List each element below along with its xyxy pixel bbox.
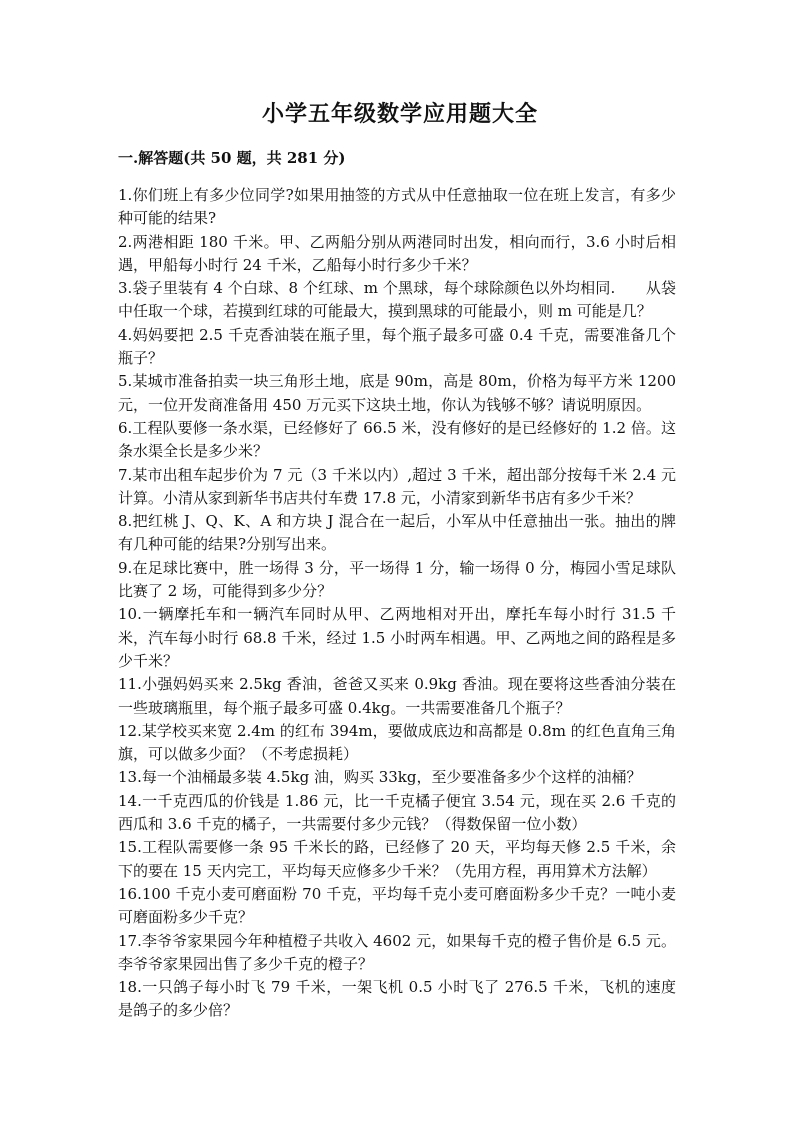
question-item: 10.一辆摩托车和一辆汽车同时从甲、乙两地相对开出，摩托车每小时行 31.5 千米，汽车每小时行 68.8 千米，经过 1.5 小时两车相遇。甲、乙两地之间的路程是多少千米？ xyxy=(118,605,676,670)
question-item: 7.某市出租车起步价为 7 元（3 千米以内）,超过 3 千米，超出部分按每千米 2.4 元计算。小清从家到新华书店共付车费 17.8 元，小清家到新华书店有多少千米？ xyxy=(118,465,676,507)
question-item: 18.一只鸽子每小时飞 79 千米，一架飞机 0.5 小时飞了 276.5 千米，飞机的速度是鸽子的多少倍？ xyxy=(118,978,676,1020)
question-item: 14.一千克西瓜的价钱是 1.86 元，比一千克橘子便宜 3.54 元，现在买 2.6 千克的西瓜和 3.6 千克的橘子，一共需要付多少元钱？（得数保留一位小数） xyxy=(118,791,676,834)
question-item: 13.每一个油桶最多装 4.5kg 油，购买 33kg，至少要准备多少个这样的油桶？ xyxy=(118,768,642,787)
question-item: 9.在足球比赛中，胜一场得 3 分，平一场得 1 分，输一场得 0 分，梅园小雪足球队比赛了 2 场，可能得到多少分？ xyxy=(118,558,676,601)
question-item: 17.李爷爷家果园今年种植橙子共收入 4602 元，如果每千克的橙子售价是 6.5 元。李爷爷家果园出售了多少千克的橙子？ xyxy=(118,931,676,973)
question-item: 16.100 千克小麦可磨面粉 70 千克，平均每千克小麦可磨面粉多少千克？一吨小麦可磨面粉多少千克？ xyxy=(118,884,676,927)
question-item: 2.两港相距 180 千米。甲、乙两船分别从两港同时出发，相向而行，3.6 小时后相遇，甲船每小时行 24 千米，乙船每小时行多少千米？ xyxy=(118,232,676,274)
question-item: 1.你们班上有多少位同学?如果用抽签的方式从中任意抽取一位在班上发言，有多少种可能的结果? xyxy=(118,186,676,228)
question-list xyxy=(118,184,676,1023)
section-heading: 一.解答题(共 50 题，共 281 分) xyxy=(118,149,346,167)
question-item: 4.妈妈要把 2.5 千克香油装在瓶子里，每个瓶子最多可盛 0.4 千克，需要准备几个瓶子？ xyxy=(118,325,676,368)
question-item: 8.把红桃 J、Q、K、A 和方块 J 混合在一起后，小军从中任意抽出一张。抽出的牌有几种可能的结果?分别写出来。 xyxy=(118,512,676,554)
question-item: 11.小强妈妈买来 2.5kg 香油，爸爸又买来 0.9kg 香油。现在要将这些香油分装在一些玻璃瓶里，每个瓶子最多可盛 0.4kg。一共需要准备几个瓶子？ xyxy=(118,675,676,717)
question-item: 15.工程队需要修一条 95 千米长的路，已经修了 20 天，平均每天修 2.5 千米，余下的要在 15 天内完工，平均每天应修多少千米？（先用方程，再用算术方法解） xyxy=(118,838,676,880)
question-item: 6.工程队要修一条水渠，已经修好了 66.5 米，没有修好的是已经修好的 1.2 倍。这条水渠全长是多少米？ xyxy=(118,418,676,461)
question-item: 3.袋子里装有 4 个白球、8 个红球、m 个黑球，每个球除颜色以外均相同. 从袋中任取一个球，若摸到红球的可能最大，摸到黑球的可能最小，则 m 可能是几？ xyxy=(118,279,676,321)
question-item: 12.某学校买来宽 2.4m 的红布 394m，要做成底边和高都是 0.8m 的红色直角三角旗，可以做多少面？（不考虑损耗） xyxy=(118,721,676,764)
question-item: 5.某城市准备拍卖一块三角形土地，底是 90m，高是 80m，价格为每平方米 1200 元，一位开发商准备用 450 万元买下这块土地，你认为钱够不够？请说明原因。 xyxy=(118,372,676,414)
document-title: 小学五年级数学应用题大全 xyxy=(261,101,538,127)
